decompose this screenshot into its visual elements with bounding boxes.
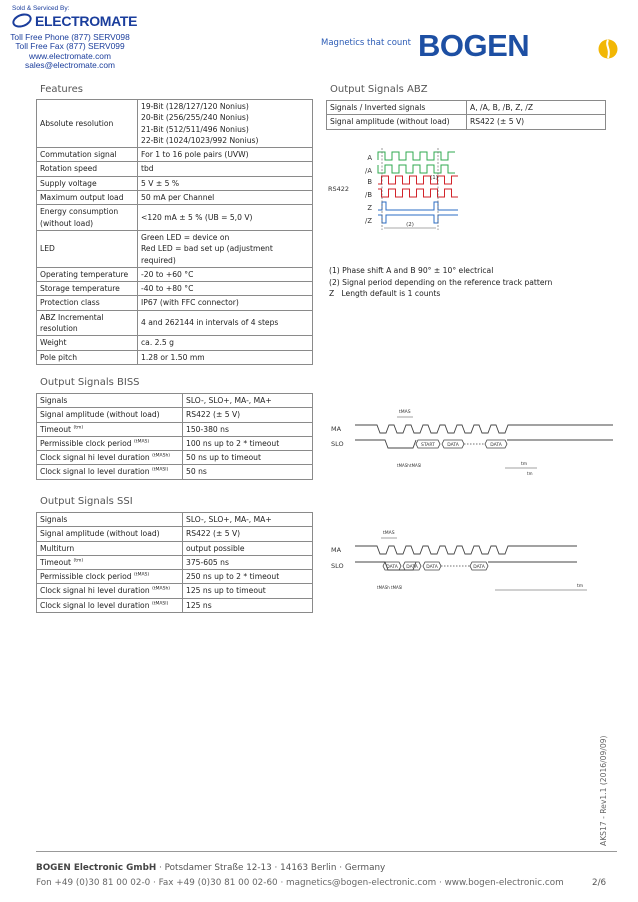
biss-slo-wave <box>355 440 416 448</box>
ssi-row-value: output possible <box>183 541 313 555</box>
abz-signal-wave <box>378 165 455 173</box>
feature-value-line: 19-Bit (128/127/120 Nonius) <box>141 102 249 111</box>
ssi-data-label: DATA <box>406 565 418 570</box>
biss-row-value: 100 ns up to 2 * timeout <box>183 436 313 450</box>
biss-slo-label: SLO <box>331 440 344 448</box>
biss-row-label <box>37 451 183 465</box>
ssi-row-value: RS422 (± 5 V) <box>183 527 313 541</box>
biss-row-label <box>37 436 183 450</box>
feature-value-line: -20 to +60 °C <box>141 269 194 279</box>
biss-row-value: 150-380 ns <box>183 422 313 436</box>
ssi-row-label <box>37 570 183 584</box>
abz-phase-mark: (1) <box>430 175 438 181</box>
electromate-name: ELECTROMATE <box>35 13 138 29</box>
table-row <box>37 408 313 422</box>
feature-value-line: 21-Bit (512/511/496 Nonius) <box>141 124 249 134</box>
dealer-phone: Toll Free Phone (877) SERV098 <box>10 32 130 42</box>
feature-label: Supply voltage <box>37 176 138 190</box>
abz-z-pulse <box>378 215 458 223</box>
table-row <box>37 267 313 281</box>
feature-value <box>138 230 313 267</box>
table-row <box>37 282 313 296</box>
feature-value-line: Green LED = device on <box>141 232 230 242</box>
abz-note-2: (2) Signal period depending on the reference track pattern <box>329 277 553 287</box>
feature-value-line: 4 and 262144 in intervals of 4 steps <box>141 318 279 328</box>
ssi-row-label <box>37 513 183 527</box>
feature-value <box>138 267 313 281</box>
features-title: Features <box>40 84 83 95</box>
feature-value-line: Red LED = bad set up (adjustment required) <box>141 244 273 265</box>
ssi-timing-diagram <box>325 512 615 604</box>
table-row <box>37 451 313 465</box>
feature-value-line: For 1 to 16 pole pairs (UVW) <box>141 150 249 160</box>
feature-value <box>138 282 313 296</box>
table-row <box>327 115 606 129</box>
footer-company: BOGEN Electronic GmbH <box>36 863 157 873</box>
abz-channel-label: /B <box>365 191 372 199</box>
abz-title: Output Signals ABZ <box>330 84 428 95</box>
feature-value-line: 50 mA per Channel <box>141 193 215 203</box>
ssi-row-label <box>37 541 183 555</box>
feature-label: LED <box>37 230 138 267</box>
abz-row-label: Signals / Inverted signals <box>327 101 467 115</box>
feature-value <box>138 191 313 205</box>
ssi-row-value: 250 ns up to 2 * timeout <box>183 570 313 584</box>
sold-by-label: Sold & Serviced By: <box>12 5 70 12</box>
feature-value-line: 20-Bit (256/255/240 Nonius) <box>141 113 249 123</box>
biss-tmas-label: tMAS <box>399 410 411 415</box>
ssi-label-sup: (tm) <box>73 558 84 564</box>
biss-data-label: DATA <box>490 443 502 448</box>
ssi-data-label: DATA <box>386 565 398 570</box>
abz-table <box>326 100 606 130</box>
dealer-fax: Toll Free Fax (877) SERV099 <box>15 41 125 52</box>
footer-address: · Potsdamer Straße 12-13 · 14163 Berlin · Germany <box>156 863 386 873</box>
biss-data-label: DATA <box>447 443 459 448</box>
feature-value-line: tbd <box>141 164 154 174</box>
table-row <box>37 148 313 162</box>
electromate-logo <box>12 13 137 29</box>
table-row <box>327 101 606 115</box>
feature-label: Maximum output load <box>37 191 138 205</box>
abz-notes <box>329 265 552 300</box>
ssi-row-label <box>37 598 183 612</box>
dealer-web-link[interactable]: www.electromate.com <box>29 50 111 61</box>
biss-ma-wave <box>355 425 613 433</box>
ssi-tmash-label: tMASh <box>377 585 390 590</box>
biss-timing-diagram <box>325 395 615 485</box>
abz-channel-label: /A <box>365 167 372 175</box>
feature-label: ABZ Incremental resolution <box>37 310 138 336</box>
feature-label: Weight <box>37 336 138 350</box>
dealer-contact <box>10 33 130 71</box>
biss-label-sup: (tMASh) <box>152 453 171 459</box>
table-row <box>37 394 313 408</box>
biss-row-value: 50 ns <box>183 465 313 479</box>
ssi-label-text: Clock signal lo level duration <box>40 600 150 610</box>
bogen-flame-icon <box>598 37 618 59</box>
feature-value <box>138 336 313 350</box>
feature-value-line: 22-Bit (1024/1023/992 Nonius) <box>141 135 259 145</box>
feature-value <box>138 162 313 176</box>
table-row <box>37 570 313 584</box>
ssi-row-value: 375-605 ns <box>183 555 313 569</box>
table-row <box>37 584 313 598</box>
feature-label: Absolute resolution <box>37 100 138 148</box>
abz-note-1: (1) Phase shift A and B 90° ± 10° electrical <box>329 266 494 275</box>
abz-row-value: A, /A, B, /B, Z, /Z <box>467 101 606 115</box>
feature-value-line: 1.28 or 1.50 mm <box>141 352 205 362</box>
ssi-ma-label: MA <box>331 546 342 554</box>
features-table <box>36 99 313 365</box>
footer-contact: Fon +49 (0)30 81 00 02-0 · Fax +49 (0)30 81 00 02-60 · magnetics@bogen-electronic.com · www.bogen-electronic.com <box>36 878 564 888</box>
table-row <box>37 336 313 350</box>
feature-value-line: -40 to +80 °C <box>141 284 194 294</box>
ssi-row-value: 125 ns <box>183 598 313 612</box>
biss-label-text: Clock signal lo level duration <box>40 467 150 477</box>
ssi-label-text: Signals <box>40 515 68 524</box>
table-row <box>37 513 313 527</box>
abz-channel-label: Z <box>367 204 372 212</box>
abz-rs422-label: RS422 <box>328 185 350 193</box>
abz-signal-wave <box>378 176 458 184</box>
ssi-label-sup: (tMASl) <box>151 601 169 607</box>
table-row <box>37 100 313 148</box>
abz-row-label: Signal amplitude (without load) <box>327 115 467 129</box>
table-row <box>37 191 313 205</box>
biss-tm2-label: tm <box>527 471 533 476</box>
biss-row-value: SLO-, SLO+, MA-, MA+ <box>183 394 313 408</box>
biss-label-sup: (tMAS) <box>134 439 150 445</box>
table-row <box>37 541 313 555</box>
abz-channel-label: A <box>367 154 372 162</box>
ssi-row-label <box>37 584 183 598</box>
table-row <box>37 350 313 364</box>
table-row <box>37 230 313 267</box>
biss-row-label <box>37 408 183 422</box>
ssi-tmasl-label: tMASl <box>391 585 403 590</box>
abz-channel-label: /Z <box>365 217 372 225</box>
table-row <box>37 527 313 541</box>
table-row <box>37 176 313 190</box>
feature-value-line: IP67 (with FFC connector) <box>141 298 239 308</box>
ssi-data-label: DATA <box>426 565 438 570</box>
biss-table <box>36 393 313 480</box>
feature-value <box>138 310 313 336</box>
abz-period-mark: (2) <box>406 222 414 228</box>
table-row <box>37 436 313 450</box>
footer-divider <box>36 851 617 852</box>
table-row <box>37 296 313 310</box>
ssi-row-label <box>37 555 183 569</box>
biss-label-text: Permissible clock period <box>40 438 132 448</box>
bogen-logo-text: BOGEN <box>418 28 530 63</box>
abz-note-3: Z Length default is 1 counts <box>329 289 441 298</box>
feature-value <box>138 296 313 310</box>
feature-value <box>138 176 313 190</box>
ssi-slo-label: SLO <box>331 562 344 570</box>
table-row <box>37 205 313 231</box>
revision-label: AKS17 - Rev1.1 (2016/09/09) <box>599 735 608 846</box>
ssi-table <box>36 512 313 613</box>
biss-row-label <box>37 422 183 436</box>
feature-value <box>138 205 313 231</box>
feature-label: Pole pitch <box>37 350 138 364</box>
feature-value-line: 5 V ± 5 % <box>141 178 180 188</box>
ssi-tmas-label: tMAS <box>383 531 395 536</box>
biss-label-sup: (tm) <box>73 425 84 431</box>
abz-channel-label: B <box>367 178 372 186</box>
biss-tmasl-label: tMASl <box>410 463 422 468</box>
dealer-email-link[interactable]: sales@electromate.com <box>25 60 115 71</box>
biss-ma-label: MA <box>331 425 342 433</box>
ssi-label-text: Multiturn <box>40 543 75 553</box>
ssi-tm-label: tm <box>577 584 584 589</box>
ssi-label-sup: (tMAS) <box>134 572 150 578</box>
feature-label: Commutation signal <box>37 148 138 162</box>
table-row <box>37 555 313 569</box>
ssi-title: Output Signals SSI <box>40 496 133 507</box>
tagline: Magnetics that count <box>321 38 411 48</box>
ssi-data-label: DATA <box>473 565 485 570</box>
biss-tm-label: tm <box>521 462 528 467</box>
table-row <box>37 310 313 336</box>
biss-tmash-label: tMASh <box>397 463 410 468</box>
feature-label: Rotation speed <box>37 162 138 176</box>
table-row <box>37 598 313 612</box>
page-number: 2/6 <box>592 878 607 888</box>
feature-value <box>138 100 313 148</box>
biss-label-text: Signal amplitude (without load) <box>40 410 160 420</box>
ssi-label-text: Permissible clock period <box>40 572 132 582</box>
abz-signal-wave <box>378 152 455 160</box>
feature-value-line: ca. 2.5 g <box>141 338 174 348</box>
ssi-label-text: Clock signal hi level duration <box>40 586 150 596</box>
ssi-row-value: SLO-, SLO+, MA-, MA+ <box>183 513 313 527</box>
biss-row-value: 50 ns up to timeout <box>183 451 313 465</box>
abz-z-pulse <box>378 202 458 210</box>
ssi-row-label <box>37 527 183 541</box>
table-row <box>37 162 313 176</box>
abz-timing-diagram <box>326 146 466 236</box>
ssi-ma-wave <box>355 546 577 554</box>
biss-title: Output Signals BISS <box>40 377 140 388</box>
abz-signal-wave <box>378 189 458 197</box>
ssi-row-value: 125 ns up to timeout <box>183 584 313 598</box>
biss-data-label: START <box>421 443 435 448</box>
feature-label: Operating temperature <box>37 267 138 281</box>
feature-value <box>138 350 313 364</box>
ssi-label-text: Signal amplitude (without load) <box>40 529 160 539</box>
biss-label-sup: (tMASl) <box>151 467 169 473</box>
feature-label: Energy consumption (without load) <box>37 205 138 231</box>
bogen-logo <box>418 29 529 63</box>
electromate-swoosh-icon <box>10 11 33 30</box>
feature-label: Protection class <box>37 296 138 310</box>
biss-label-text: Clock signal hi level duration <box>40 453 150 463</box>
biss-row-label <box>37 465 183 479</box>
footer-company-line <box>36 863 385 873</box>
biss-label-text: Timeout <box>40 424 72 434</box>
biss-label-text: Signals <box>40 396 68 405</box>
ssi-label-sup: (tMASh) <box>152 586 171 592</box>
feature-label: Storage temperature <box>37 282 138 296</box>
biss-row-value: RS422 (± 5 V) <box>183 408 313 422</box>
feature-value <box>138 148 313 162</box>
feature-value-line: <120 mA ± 5 % (UB = 5,0 V) <box>141 213 253 223</box>
table-row <box>37 422 313 436</box>
abz-row-value: RS422 (± 5 V) <box>467 115 606 129</box>
biss-row-label <box>37 394 183 408</box>
table-row <box>37 465 313 479</box>
ssi-label-text: Timeout <box>40 557 72 567</box>
